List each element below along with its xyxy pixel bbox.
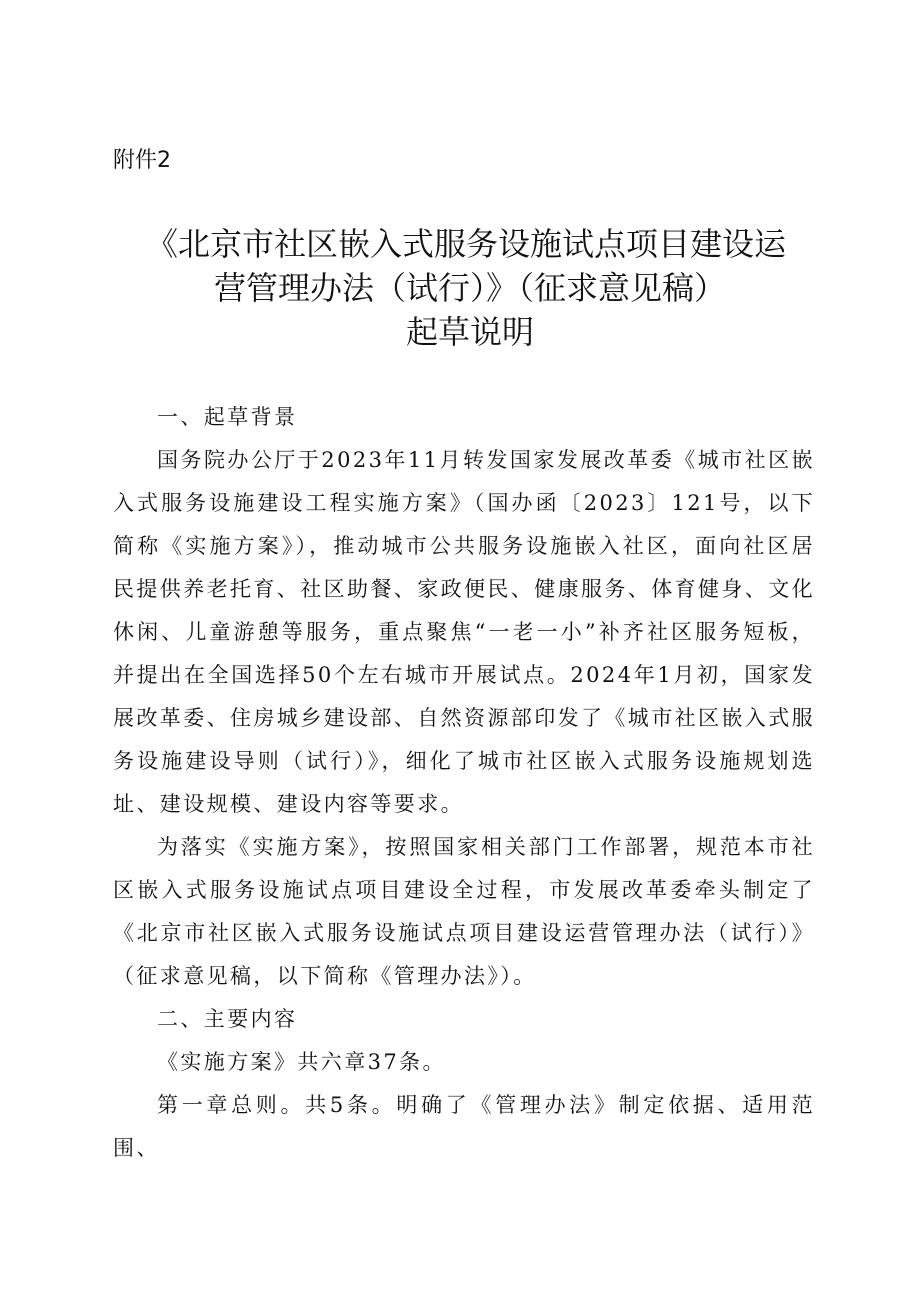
paragraph-background-2: 为落实《实施方案》，按照国家相关部门工作部署，规范本市社区嵌入式服务设施试点项目建设全过程，市发展改革委牵头制定了《北京市社区嵌入式服务设施试点项目建设运营管理办法（试行）》（征求意见稿，以下简称《管理办法》）。 xyxy=(113,835,815,988)
paragraph-main-content-2: 第一章总则。共5条。明确了《管理办法》制定依据、适用范围、 xyxy=(113,1093,815,1160)
title-line-2: 营管理办法（试行）》（征求意见稿） xyxy=(213,269,726,307)
paragraph-main-content-1: 《实施方案》共六章37条。 xyxy=(157,1050,446,1074)
document-body xyxy=(113,396,815,1170)
attachment-label: 附件2 xyxy=(113,148,171,173)
section-heading-background: 一、起草背景 xyxy=(157,405,298,429)
section-heading-main-content: 二、主要内容 xyxy=(157,1007,298,1031)
title-line-1: 《北京市社区嵌入式服务设施试点项目建设运 xyxy=(145,225,786,263)
title-line-3: 起草说明 xyxy=(405,313,534,351)
document-title xyxy=(140,222,800,354)
paragraph-background-1: 国务院办公厅于2023年11月转发国家发展改革委《城市社区嵌入式服务设施建设工程实施方案》（国办函〔2023〕121号，以下简称《实施方案》），推动城市公共服务设施嵌入社区，面向社区居民提供养老托育、社区助餐、家政便民、健康服务、体育健身、文化休闲、儿童游憩等服务，重点聚焦“一老一小”补齐社区服务短板，并提出在全国选择50个左右城市开展试点。2024年1月初，国家发展改革委、住房城乡建设部、自然资源部印发了《城市社区嵌入式服务设施建设导则（试行）》，细化了城市社区嵌入式服务设施规划选址、建设规模、建设内容等要求。 xyxy=(113,448,815,816)
